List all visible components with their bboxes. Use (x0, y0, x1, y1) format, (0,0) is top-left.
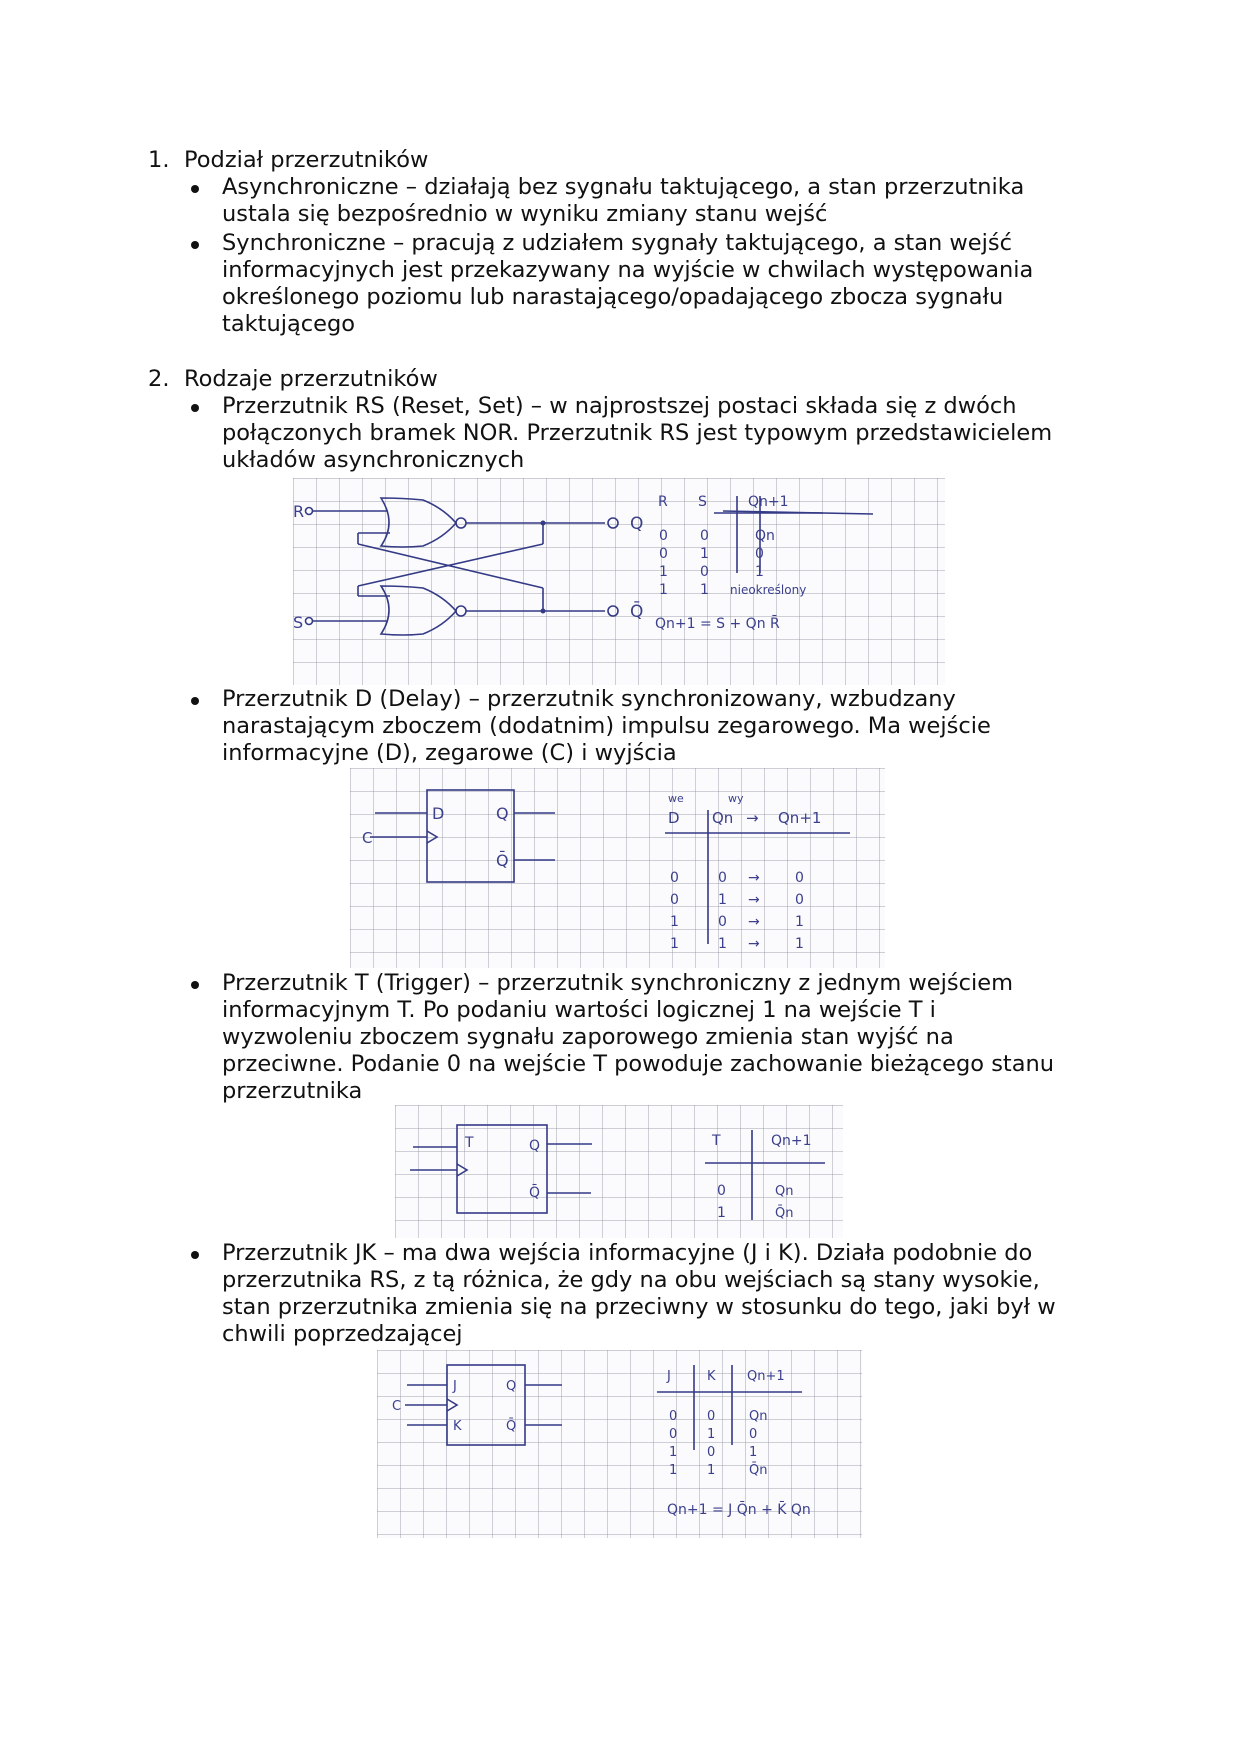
section-title: Rodzaje przerzutników (184, 366, 438, 392)
table-cell: Qn (755, 528, 775, 544)
paragraph-line: połączonych bramek NOR. Przerzutnik RS jest typowym przedstawicielem (222, 420, 1053, 446)
table-cell: 1 (717, 1205, 726, 1221)
table-cell: 0 (670, 870, 679, 886)
paragraph-line: przerzutnika (222, 1078, 363, 1104)
input-label-c: C (392, 1399, 402, 1414)
jk-flipflop-diagram (377, 1350, 862, 1538)
output-label-qbar: Q̄ (529, 1185, 541, 1201)
output-label-q: Q (529, 1138, 541, 1154)
paragraph-line: chwili poprzedzającej (222, 1321, 463, 1347)
jk-truth-table (657, 1365, 811, 1518)
paragraph-line: informacyjnym T. Po podaniu wartości logicznej 1 na wejście T i (222, 997, 936, 1023)
t-circuit-sketch (395, 1105, 843, 1238)
bullet-icon (191, 697, 199, 705)
input-label-r: R (293, 502, 305, 521)
t-flipflop-diagram (395, 1105, 843, 1238)
table-cell: → (748, 892, 760, 908)
table-cell: 1 (670, 936, 679, 952)
bullet-icon (191, 1251, 199, 1259)
table-cell: 0 (700, 528, 709, 544)
table-cell: 0 (707, 1409, 716, 1424)
svg-text:Qn+1: Qn+1 (748, 494, 789, 510)
paragraph-line: informacyjnych jest przekazywany na wyjście w chwilach występowania (222, 257, 1034, 283)
paragraph-line: przeciwne. Podanie 0 na wejście T powoduje zachowanie bieżącego stanu (222, 1051, 1055, 1077)
section-title: Podział przerzutników (184, 147, 429, 173)
paragraph-line: wyzwoleniu zboczem sygnału zaporowego zmienia stan wyjść na (222, 1024, 954, 1050)
table-cell: 1 (700, 546, 709, 562)
rs-circuit-sketch (293, 478, 945, 685)
paragraph-line: określonego poziomu lub narastającego/opadającego zbocza sygnału (222, 284, 1004, 310)
paragraph-line: taktującego (222, 311, 356, 337)
paragraph-line: Asynchroniczne – działają bez sygnału taktującego, a stan przerzutnika (222, 174, 1025, 200)
rs-flipflop-diagram (293, 478, 945, 685)
table-cell: 1 (718, 936, 727, 952)
table-cell: J (667, 1369, 671, 1384)
table-cell: K (707, 1369, 716, 1384)
d-truth-table (665, 792, 850, 952)
table-cell: → (746, 809, 759, 827)
table-cell: 0 (795, 892, 804, 908)
table-cell: nieokreślony (730, 583, 807, 597)
table-cell: Qn+1 (747, 1369, 785, 1384)
table-cell: we (668, 792, 684, 805)
table-cell: 1 (795, 914, 804, 930)
d-circuit-sketch (350, 768, 885, 968)
table-cell: Q̄n (749, 1463, 768, 1478)
table-cell: Qn+1 (771, 1133, 812, 1149)
table-cell: 0 (700, 564, 709, 580)
input-label-d: D (432, 804, 445, 823)
table-cell: 1 (659, 564, 668, 580)
table-cell: → (748, 936, 760, 952)
bullet-icon (191, 404, 199, 412)
bullet-icon (191, 241, 199, 249)
table-cell: Qn (749, 1409, 768, 1424)
input-label-t: T (465, 1135, 474, 1151)
paragraph-line: Przerzutnik JK – ma dwa wejścia informacyjne (J i K). Działa podobnie do (222, 1240, 1033, 1266)
svg-text:R: R (658, 494, 668, 510)
table-cell: 0 (755, 546, 764, 562)
output-label-q: Q (630, 514, 644, 534)
table-cell: 0 (669, 1409, 678, 1424)
input-label-k: K (453, 1419, 462, 1434)
svg-text:S: S (698, 494, 707, 510)
section-number: 2. (148, 366, 170, 392)
table-cell: T (712, 1133, 721, 1149)
jk-circuit-sketch (377, 1350, 862, 1538)
paragraph-line: Przerzutnik D (Delay) – przerzutnik synchronizowany, wzbudzany (222, 686, 956, 712)
table-cell: 0 (659, 546, 668, 562)
jk-equation: Qn+1 = J Q̄n + K̄ Qn (667, 1502, 811, 1518)
table-cell: Q̄n (775, 1206, 794, 1221)
table-cell: wy (728, 792, 744, 805)
table-cell: 0 (749, 1427, 758, 1442)
table-cell: 0 (659, 528, 668, 544)
table-cell: 0 (717, 1183, 726, 1199)
paragraph-line: Synchroniczne – pracują z udziałem sygnały taktującego, a stan wejść (222, 230, 1012, 256)
table-cell: 0 (718, 914, 727, 930)
paragraph-line: stan przerzutnika zmienia się na przeciwny w stosunku do tego, jaki był w (222, 1294, 1056, 1320)
table-cell: 0 (670, 892, 679, 908)
table-cell: 1 (707, 1463, 716, 1478)
rs-equation: Qn+1 = S + Qn R̄ (655, 616, 780, 632)
table-cell: 1 (749, 1445, 758, 1460)
t-truth-table (705, 1130, 825, 1221)
table-cell: 1 (707, 1427, 716, 1442)
table-cell: Qn+1 (778, 809, 822, 827)
table-cell: 1 (795, 936, 804, 952)
paragraph-line: ustala się bezpośrednio w wyniku zmiany stanu wejść (222, 201, 828, 227)
paragraph-line: Przerzutnik T (Trigger) – przerzutnik synchroniczny z jednym wejściem (222, 970, 1013, 996)
input-label-j: J (453, 1379, 457, 1394)
table-cell: 0 (718, 870, 727, 886)
table-cell: 1 (700, 582, 709, 598)
table-cell: → (748, 870, 760, 886)
table-cell: Qn (775, 1184, 794, 1199)
table-cell: 1 (669, 1445, 678, 1460)
output-label-qbar: Q̄ (630, 602, 644, 622)
output-label-q: Q (506, 1379, 517, 1394)
table-cell: 0 (669, 1427, 678, 1442)
table-cell: 1 (670, 914, 679, 930)
input-label-s: S (293, 613, 304, 632)
rs-truth-table (655, 494, 873, 632)
input-label-c: C (362, 829, 373, 847)
table-cell: D (668, 809, 680, 827)
output-label-qbar: Q̄ (496, 851, 509, 870)
output-label-q: Q (496, 804, 509, 823)
d-flipflop-diagram (350, 768, 885, 968)
paragraph-line: układów asynchronicznych (222, 447, 525, 473)
table-cell: → (748, 914, 760, 930)
paragraph-line: Przerzutnik RS (Reset, Set) – w najprostszej postaci składa się z dwóch (222, 393, 1017, 419)
bullet-icon (191, 185, 199, 193)
paragraph-line: narastającym zboczem (dodatnim) impulsu zegarowego. Ma wejście (222, 713, 991, 739)
table-cell: Qn (712, 809, 734, 827)
paragraph-line: informacyjne (D), zegarowe (C) i wyjścia (222, 740, 677, 766)
paragraph-line: przerzutnika RS, z tą różnica, że gdy na obu wejściach są stany wysokie, (222, 1267, 1040, 1293)
table-cell: 1 (718, 892, 727, 908)
output-label-qbar: Q̄ (506, 1419, 517, 1434)
table-cell: 0 (795, 870, 804, 886)
table-cell: 0 (707, 1445, 716, 1460)
table-cell: 1 (669, 1463, 678, 1478)
bullet-icon (191, 981, 199, 989)
table-cell: 1 (659, 582, 668, 598)
section-number: 1. (148, 147, 170, 173)
table-cell: 1 (755, 564, 764, 580)
